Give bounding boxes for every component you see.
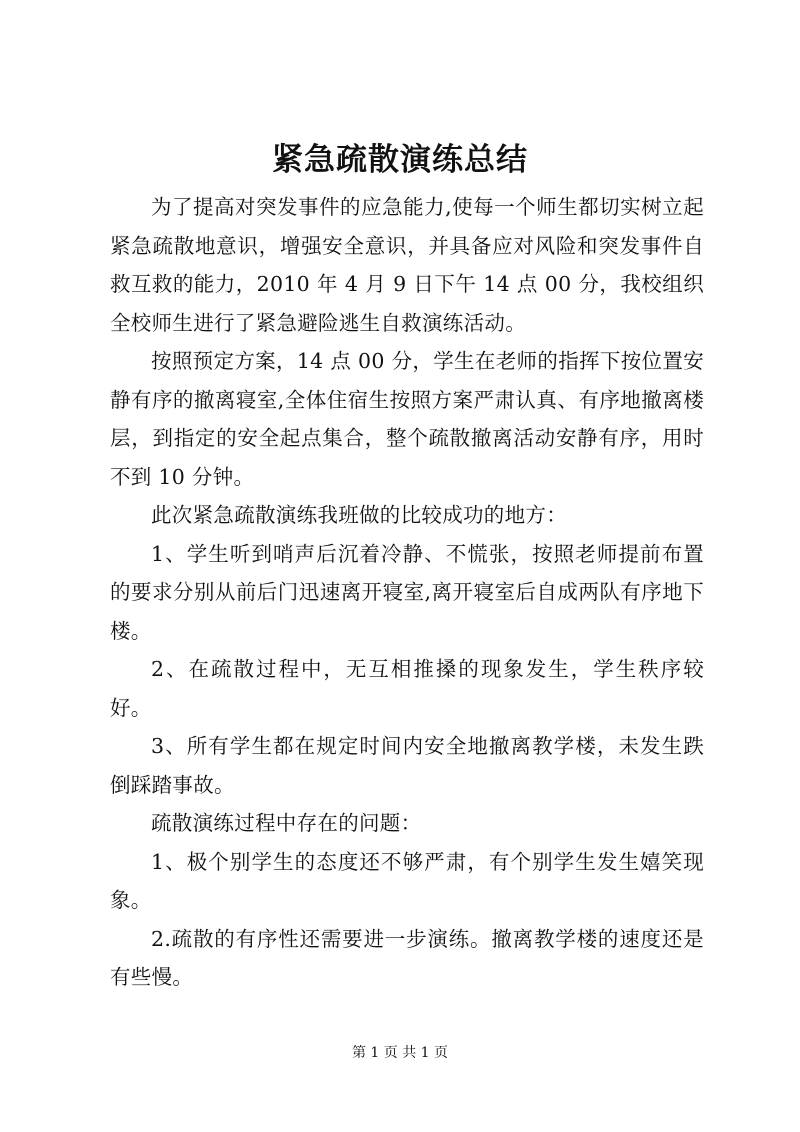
paragraph: 按照预定方案，14 点 00 分，学生在老师的指挥下按位置安静有序的撤离寝室,全体住宿生按照方案严肃认真、有序地撤离楼层，到指定的安全起点集合，整个疏散撤离活动安静有序，用时不到 10 分钟。: [110, 349, 704, 489]
paragraph: 2.疏散的有序性还需要进一步演练。撤离教学楼的速度还是有些慢。: [110, 926, 704, 989]
paragraph: 3、所有学生都在规定时间内安全地撤离教学楼，未发生跌倒踩踏事故。: [110, 734, 704, 797]
paragraph: 此次紧急疏散演练我班做的比较成功的地方：: [151, 503, 567, 527]
paragraph: 1、学生听到哨声后沉着冷静、不慌张，按照老师提前布置的要求分别从前后门迅速离开寝室,离开寝室后自成两队有序地下楼。: [110, 541, 704, 643]
page-number-footer: 第 1 页 共 1 页: [351, 1045, 449, 1061]
paragraph: 为了提高对突发事件的应急能力,使每一个师生都切实树立起紧急疏散地意识，增强安全意识，并具备应对风险和突发事件自救互救的能力，2010 年 4 月 9 日下午 14 点 00 分，我校组织全校师生进行了紧急避险逃生自救演练活动。: [110, 195, 704, 335]
document-body: [110, 188, 704, 997]
paragraph: 疏散演练过程中存在的问题：: [151, 811, 422, 835]
document-title: 紧急疏散演练总结: [272, 142, 528, 178]
paragraph: 2、在疏散过程中，无互相推搡的现象发生，学生秩序较好。: [110, 657, 704, 720]
paragraph: 1、极个别学生的态度还不够严肃，有个别学生发生嬉笑现象。: [110, 849, 704, 912]
